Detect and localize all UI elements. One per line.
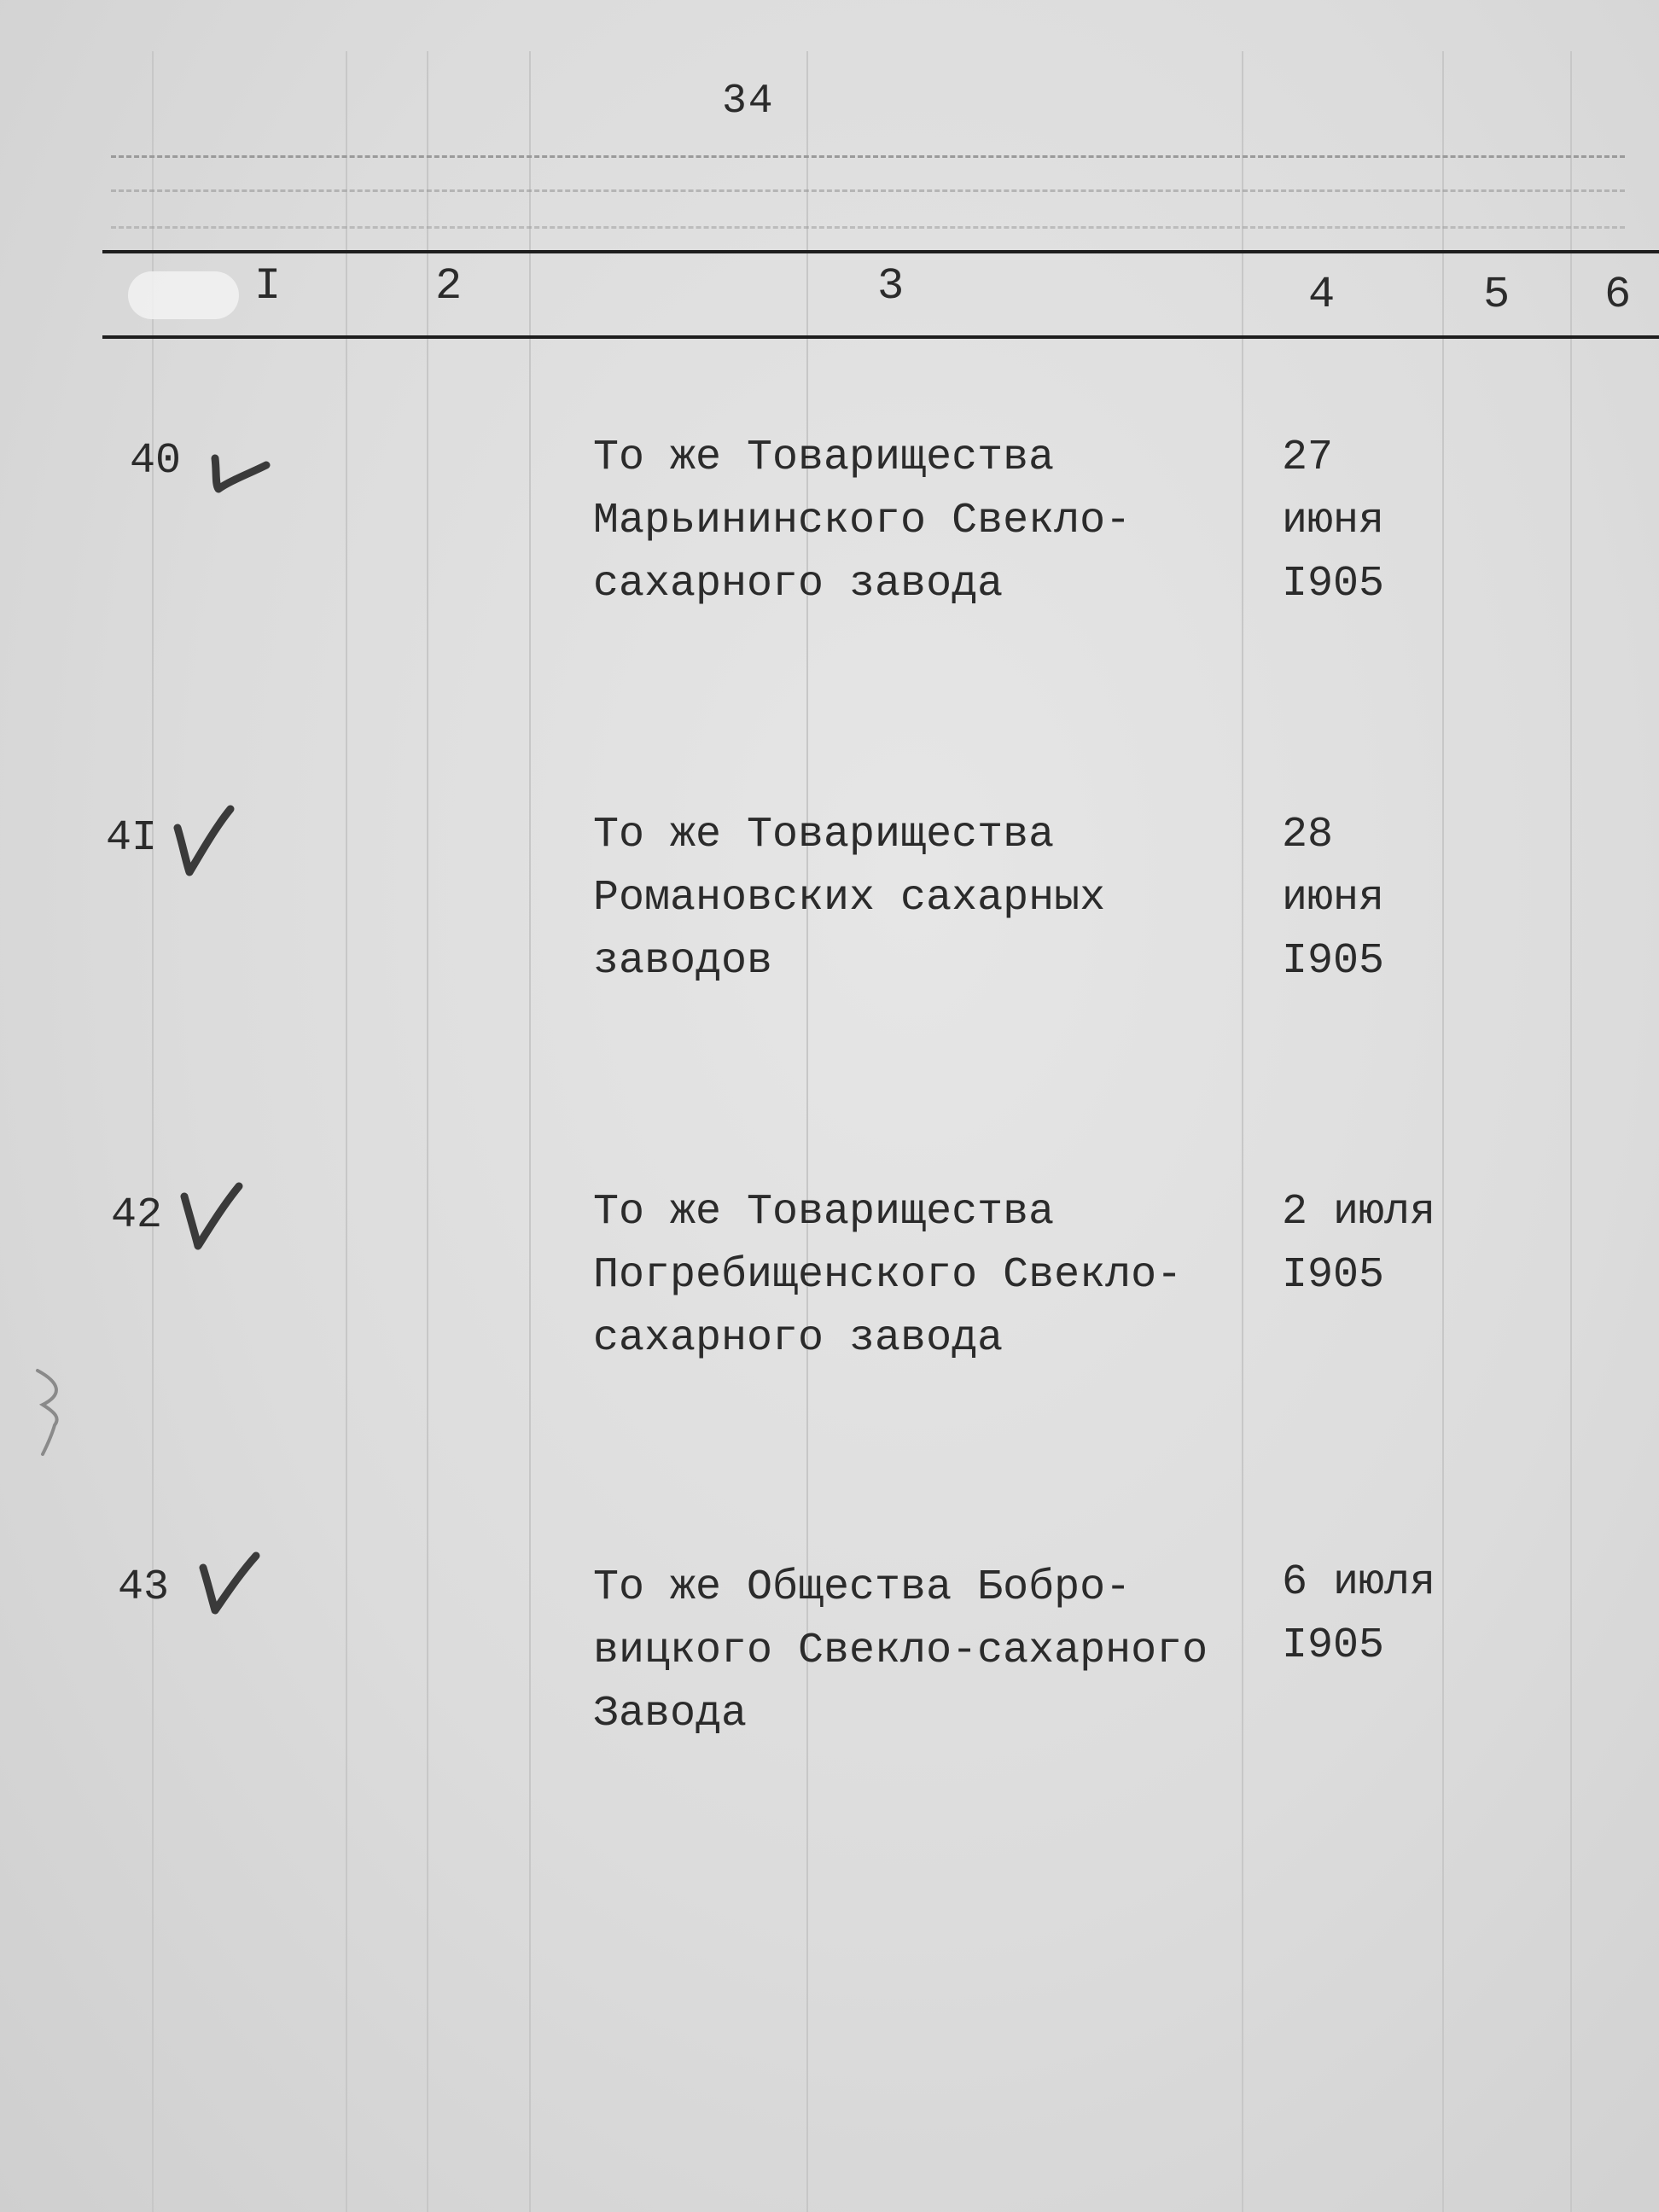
row-description: То же Товарищества Романовских сахарных заводов <box>593 811 1106 986</box>
row-description: То же Товарищества Погребищенского Свекло- сахарного завода <box>593 1188 1183 1363</box>
row-date: 6 июля I905 <box>1282 1558 1436 1670</box>
header-top-rule <box>102 250 1659 253</box>
pencil-mark-icon <box>26 1365 77 1459</box>
row-number: 40 <box>130 437 182 486</box>
column-rule <box>529 51 531 2212</box>
check-mark-icon <box>171 802 239 879</box>
row-description: То же Товарищества Марьининского Свекло- сахарного завода <box>593 434 1132 608</box>
column-header-2: 2 <box>435 261 463 311</box>
column-header-5: 5 <box>1483 270 1511 320</box>
form-guide-line <box>111 226 1625 229</box>
row-date: 28 июня I905 <box>1282 811 1385 986</box>
column-rule <box>806 51 808 2212</box>
row-number: 4I <box>106 814 158 863</box>
row-date: 27 июня I905 <box>1282 434 1385 608</box>
column-rule <box>1570 51 1572 2212</box>
row-description: То же Общества Бобро- вицкого Свекло-сахарного Завода <box>593 1563 1208 1738</box>
form-guide-line <box>111 189 1625 192</box>
column-rule <box>1442 51 1444 2212</box>
row-date: 2 июля I905 <box>1282 1188 1436 1300</box>
row-number: 42 <box>111 1191 163 1240</box>
form-guide-line <box>111 155 1625 158</box>
column-rule <box>1242 51 1243 2212</box>
column-header-3: 3 <box>877 261 905 311</box>
column-header-4: 4 <box>1308 270 1336 320</box>
column-rule <box>152 51 154 2212</box>
paper-smudge <box>128 271 239 319</box>
column-rule <box>427 51 428 2212</box>
check-mark-icon <box>178 1176 246 1253</box>
header-bottom-rule <box>102 335 1659 339</box>
column-rule <box>346 51 347 2212</box>
column-header-1: I <box>254 261 282 311</box>
check-mark-icon <box>205 439 273 499</box>
row-number: 43 <box>118 1563 170 1612</box>
page-number: 34 <box>722 79 775 125</box>
column-header-6: 6 <box>1604 270 1632 320</box>
check-mark-icon <box>195 1549 263 1617</box>
